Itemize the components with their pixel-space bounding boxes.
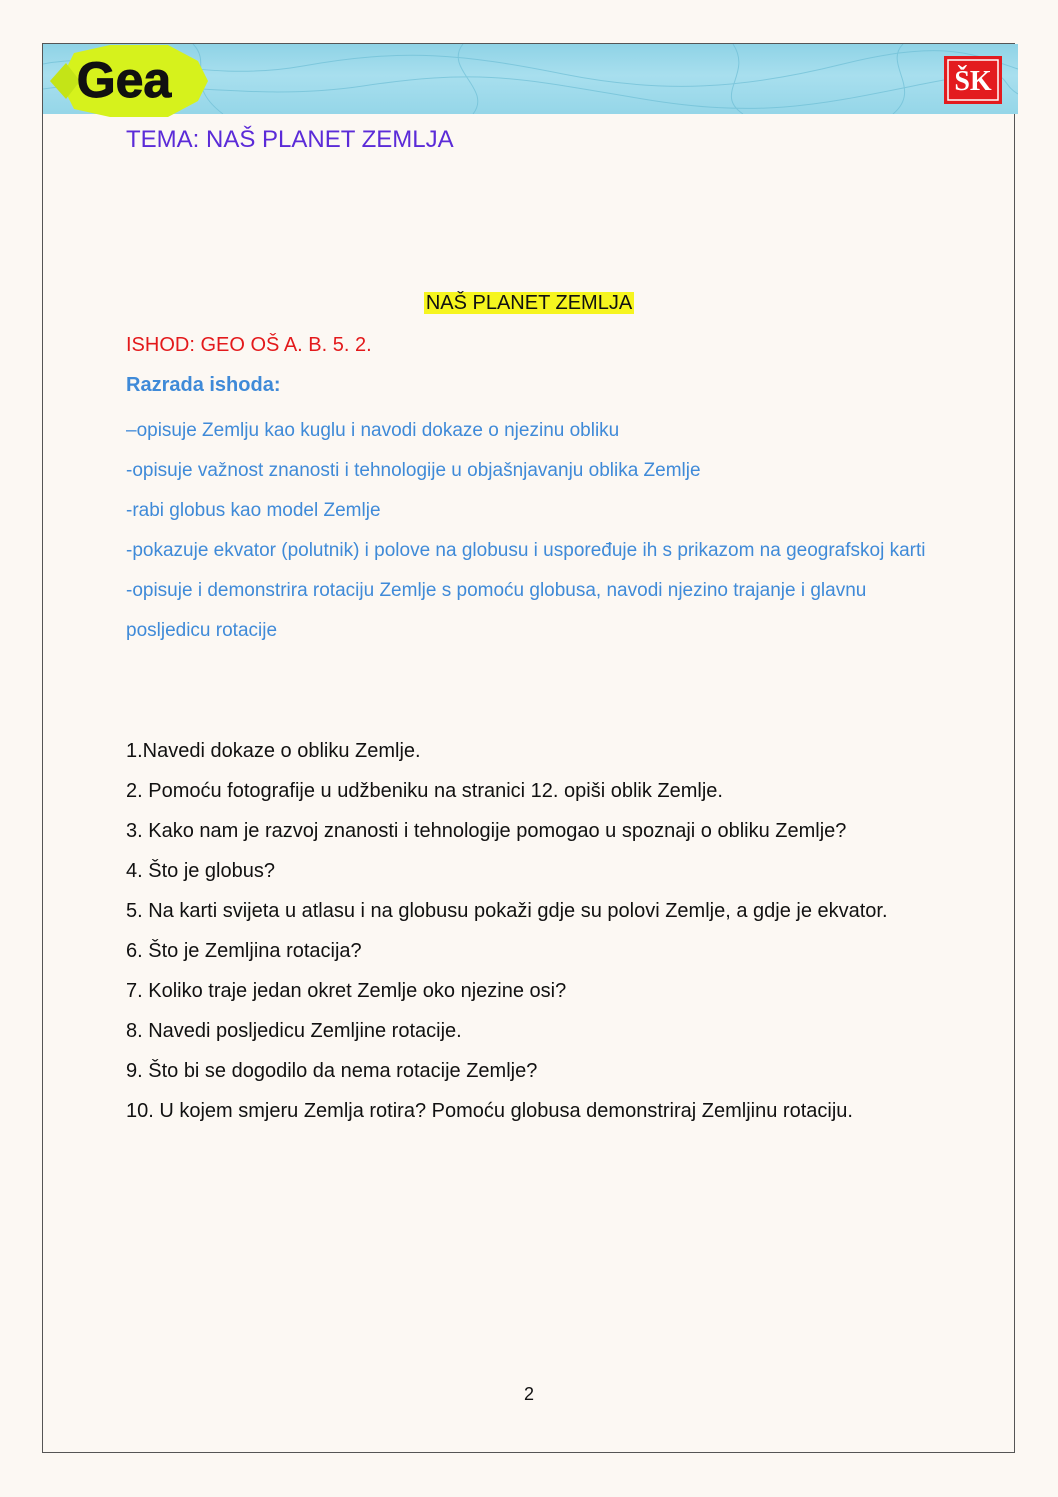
skolska-knjiga-logo	[944, 56, 1002, 104]
question-list	[126, 731, 936, 1131]
question-item: 7. Koliko traje jedan okret Zemlje oko njezine osi?	[126, 980, 567, 1002]
razrada-item: -pokazuje ekvator (polutnik) i polove na globusu i uspoređuje ih s prikazom na geografskoj karti	[126, 540, 926, 561]
page-title: TEMA: NAŠ PLANET ZEMLJA	[126, 126, 454, 153]
razrada-item: -opisuje važnost znanosti i tehnologije u objašnjavanju oblika Zemlje	[126, 460, 701, 481]
gea-logo	[40, 43, 210, 119]
question-item: 5. Na karti svijeta u atlasu i na globusu pokaži gdje su polovi Zemlje, a gdje je ekvator.	[126, 900, 888, 922]
question-item: 10. U kojem smjeru Zemlja rotira? Pomoću globusa demonstriraj Zemljinu rotaciju.	[126, 1100, 853, 1122]
question-item: 9. Što bi se dogodilo da nema rotacije Zemlje?	[126, 1060, 538, 1082]
razrada-item: –opisuje Zemlju kao kuglu i navodi dokaze o njezinu obliku	[126, 420, 620, 441]
question-item: 6. Što je Zemljina rotacija?	[126, 940, 362, 962]
razrada-item: -rabi globus kao model Zemlje	[126, 500, 381, 521]
sk-logo-text: ŠK	[954, 66, 992, 97]
ishod-label: ISHOD: GEO OŠ A. B. 5. 2.	[126, 334, 372, 356]
gea-logo-text: Gea	[76, 52, 172, 108]
question-item: 4. Što je globus?	[126, 860, 275, 882]
question-item: 8. Navedi posljedicu Zemljine rotacije.	[126, 1020, 462, 1042]
page-number: 2	[523, 1384, 534, 1404]
section-heading-text: NAŠ PLANET ZEMLJA	[425, 292, 633, 314]
section-heading	[0, 292, 1058, 315]
question-item: 1.Navedi dokaze o obliku Zemlje.	[126, 740, 421, 762]
razrada-item: -opisuje i demonstrira rotaciju Zemlje s pomoću globusa, navodi njezino trajanje i glavnu posljedicu rotacije	[126, 580, 867, 641]
question-item: 2. Pomoću fotografije u udžbeniku na stranici 12. opiši oblik Zemlje.	[126, 780, 723, 802]
question-item: 3. Kako nam je razvoj znanosti i tehnologije pomogao u spoznaji o obliku Zemlje?	[126, 820, 847, 842]
razrada-list	[126, 411, 946, 651]
razrada-heading: Razrada ishoda:	[126, 374, 281, 396]
